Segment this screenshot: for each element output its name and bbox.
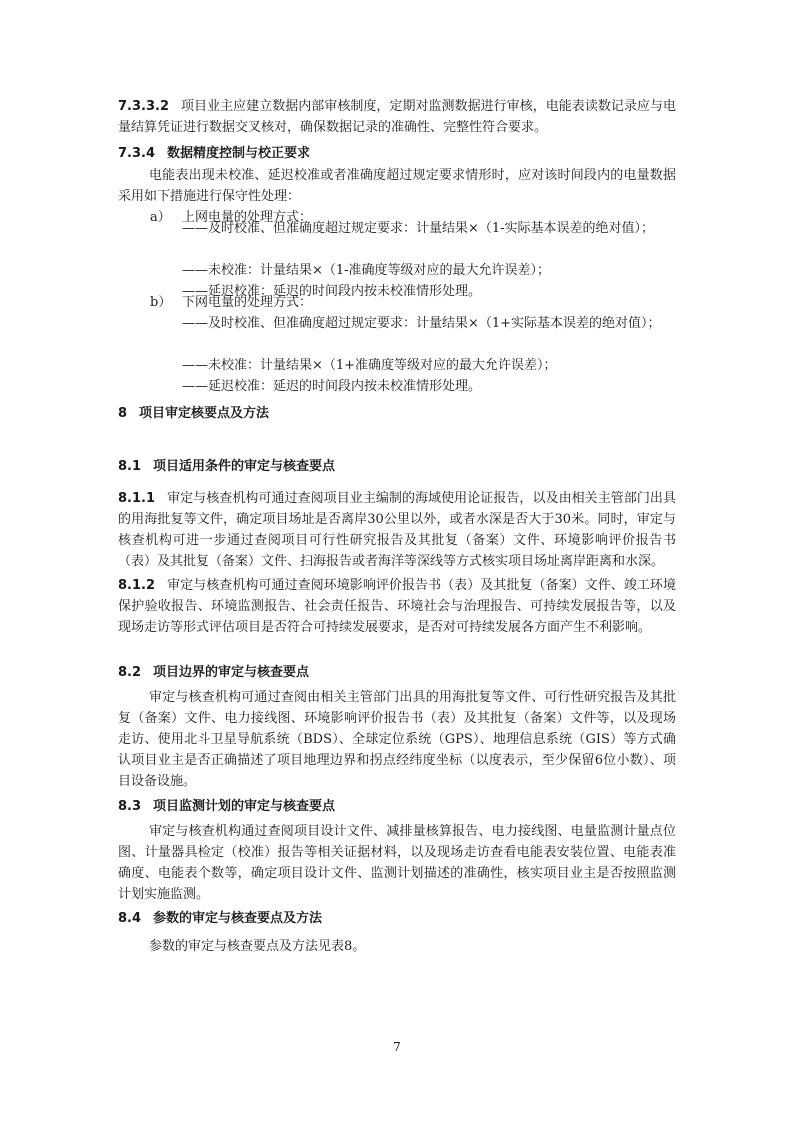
- section-number: 8.2: [118, 665, 142, 680]
- section-8-heading: [118, 403, 676, 424]
- section-8-3-heading: [118, 796, 676, 817]
- clause-8-1-2: [118, 575, 676, 638]
- page-number: 7: [393, 1040, 401, 1054]
- section-number: 8.3: [118, 799, 142, 814]
- section-title: 项目审定核要点及方法: [139, 406, 270, 421]
- clause-7-3-3-2: [118, 96, 676, 138]
- list-item-b: 下网电量的处理方式：: [182, 295, 313, 310]
- list-label-b: b）: [150, 295, 172, 310]
- clause-number: 7.3.3.2: [118, 99, 169, 114]
- section-title: 项目边界的审定与核查要点: [153, 665, 310, 680]
- intro-text: 电能表出现未校准、延迟校准或者准确度超过规定要求情形时，应对该时间段内的电量数据采用如下措施进行保守性处理：: [118, 168, 676, 204]
- section-8-4-body: [118, 936, 676, 957]
- section-number: 8.1: [118, 459, 142, 474]
- clause-number: 8.1.2: [118, 578, 156, 593]
- paragraph-text: 审定与核查机构可通过查阅由相关主管部门出具的用海批复等文件、可行性研究报告及其批复（备案）文件、电力接线图、环境影响评价报告书（表）及其批复（备案）文件等，以及现场走访、使用北斗卫星导航系统（BDS）、全球定位系统（GPS）、地理信息系统（GIS）等方式确认项目业主是否正确描述了项目地理边界和拐点经纬度坐标（以度表示，至少保留6位小数）、项目设备设施。: [118, 690, 676, 789]
- list-subitem-a2: ——未校准：计量结果×（1-准确度等级对应的最大允许误差）；: [182, 263, 551, 278]
- clause-text: 项目业主应建立数据内部审核制度，定期对监测数据进行审核，电能表读数记录应与电量结算凭证进行数据交叉核对，确保数据记录的准确性、完整性符合要求。: [118, 99, 676, 135]
- paragraph-text: 参数的审定与核查要点及方法见表8。: [149, 939, 366, 954]
- section-8-1-heading: [118, 456, 676, 477]
- list-subitem-a1: ——及时校准、但准确度超过规定要求：计量结果×（1-实际基本误差的绝对值）；: [182, 221, 655, 236]
- list-subitem-a3: ——延迟校准：延迟的时间段内按未校准情形处理。: [182, 284, 482, 299]
- clause-text: 审定与核查机构可通过查阅环境影响评价报告书（表）及其批复（备案）文件、竣工环境保护验收报告、环境监测报告、社会责任报告、环境社会与治理报告、可持续发展报告等，以及现场走访等形式评估项目是否符合可持续发展要求，是否对可持续发展各方面产生不利影响。: [118, 578, 676, 635]
- section-8-2-body: [118, 687, 676, 792]
- paragraph-text: 审定与核查机构通过查阅项目设计文件、减排量核算报告、电力接线图、电量监测计量点位图、计量器具检定（校准）报告等相关证据材料，以及现场走访查看电能表安装位置、电能表准确度、电能表个数等，确定项目设计文件、监测计划描述的准确性，核实项目业主是否按照监测计划实施监测。: [118, 824, 676, 902]
- clause-7-3-4-heading: [118, 143, 676, 164]
- clause-text: 审定与核查机构可通过查阅项目业主编制的海域使用论证报告，以及由相关主管部门出具的用海批复等文件，确定项目场址是否离岸30公里以外，或者水深是否大于30米。同时，审定与核查机构可进一步通过查阅项目可行性研究报告及其批复（备案）文件、环境影响评价报告书（表）及其批复（备案）文件、扫海报告或者海洋等深线等方式核实项目场址离岸距离和水深。: [118, 491, 676, 569]
- list-label-a: a）: [150, 210, 171, 225]
- section-title: 项目监测计划的审定与核查要点: [153, 799, 336, 814]
- list-subitem-b1: ——及时校准、但准确度超过规定要求：计量结果×（1+实际基本误差的绝对值）；: [182, 316, 661, 331]
- section-title: 项目适用条件的审定与核查要点: [153, 459, 336, 474]
- section-title: 参数的审定与核查要点及方法: [153, 911, 323, 926]
- section-8-3-body: [118, 821, 676, 905]
- clause-8-1-1: [118, 488, 676, 572]
- section-8-4-heading: [118, 908, 676, 929]
- section-8-2-heading: [118, 662, 676, 683]
- section-number: 8.4: [118, 911, 142, 926]
- list-subitem-b3: ——延迟校准：延迟的时间段内按未校准情形处理。: [182, 379, 482, 394]
- clause-number: 8.1.1: [118, 491, 156, 506]
- clause-title: 数据精度控制与校正要求: [167, 146, 311, 161]
- clause-7-3-4-intro: [118, 165, 676, 207]
- list-item-a: 上网电量的处理方式：: [182, 210, 313, 225]
- list-subitem-b2: ——未校准：计量结果×（1+准确度等级对应的最大允许误差）；: [182, 358, 557, 373]
- clause-number: 7.3.4: [118, 146, 156, 161]
- section-number: 8: [118, 406, 128, 421]
